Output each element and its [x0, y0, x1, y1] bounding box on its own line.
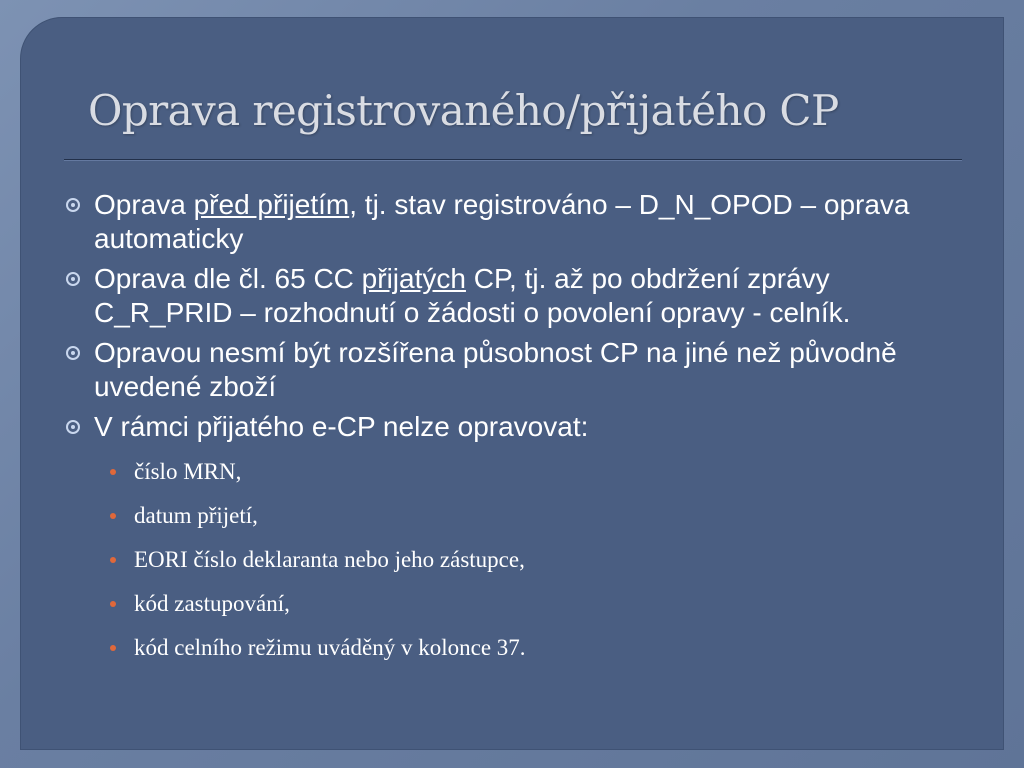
sub-bullet-text: kód celního režimu uváděný v kolonce 37. — [134, 635, 526, 660]
dot-bullet-icon — [110, 645, 116, 651]
bullet-text: CP, tj. až po obdržení zprávy C_R_PRID – rozhodnutí o žádosti o povolení opravy - celník. — [94, 263, 851, 328]
bullet-text: Oprava dle čl. 65 CC — [94, 263, 362, 294]
bullet-item — [66, 410, 966, 444]
bullet-text: , tj. stav registrováno – D_N_OPOD – oprava automaticky — [94, 189, 910, 254]
bullet-text: Opravou nesmí být rozšířena působnost CP na jiné než původně uvedené zboží — [94, 337, 897, 402]
circle-bullet-icon — [66, 420, 80, 434]
dot-bullet-icon — [110, 557, 116, 563]
sub-bullet-item — [110, 634, 966, 662]
sub-bullet-text: číslo MRN, — [134, 459, 242, 484]
slide-title: Oprava registrovaného/přijatého CP — [88, 86, 839, 135]
bullet-text: Oprava — [94, 189, 194, 220]
bullet-item — [66, 336, 966, 404]
bullet-item — [66, 262, 966, 330]
dot-bullet-icon — [110, 469, 116, 475]
bullet-item — [66, 188, 966, 256]
bullet-text-underlined: přijatých — [361, 263, 466, 294]
sub-bullet-list — [66, 458, 966, 662]
sub-bullet-item — [110, 546, 966, 574]
bullet-text: V rámci přijatého e-CP nelze opravovat: — [94, 411, 589, 442]
sub-bullet-text: datum přijetí, — [134, 503, 258, 528]
dot-bullet-icon — [110, 513, 116, 519]
sub-bullet-text: EORI číslo deklaranta nebo jeho zástupce, — [134, 547, 525, 572]
title-divider-highlight — [64, 160, 962, 161]
bullet-text-underlined: před přijetím — [193, 189, 350, 220]
sub-bullet-item — [110, 458, 966, 486]
sub-bullet-item — [110, 590, 966, 618]
circle-bullet-icon — [66, 198, 80, 212]
slide-content — [66, 188, 966, 678]
circle-bullet-icon — [66, 272, 80, 286]
circle-bullet-icon — [66, 346, 80, 360]
sub-bullet-text: kód zastupování, — [134, 591, 290, 616]
sub-bullet-item — [110, 502, 966, 530]
dot-bullet-icon — [110, 601, 116, 607]
